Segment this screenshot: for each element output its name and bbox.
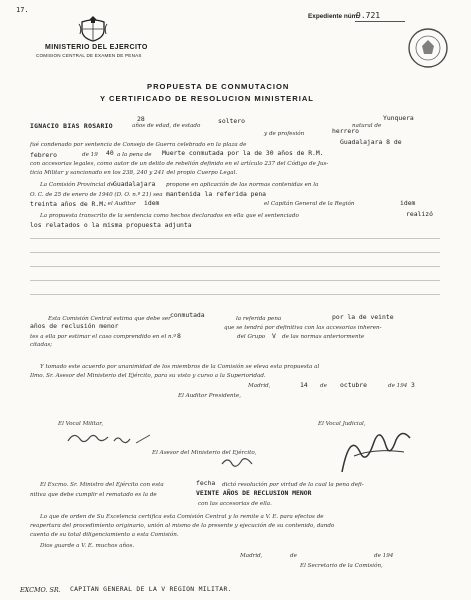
date-year: 3 xyxy=(411,381,415,389)
title-line-2: Y CERTIFICADO DE RESOLUCION MINISTERIAL xyxy=(100,94,314,103)
ministro-text: El Excmo. Sr. Ministro del Ejército con esta xyxy=(40,482,164,488)
line-sentence: fué condenado por sentencia de Consejo de Guerra celebrado en la plaza de xyxy=(30,142,247,148)
title-line-1: PROPUESTA DE CONMUTACION xyxy=(147,82,290,91)
caso-text: tes a ella por estimar el caso comprendido en el n.º xyxy=(30,334,177,340)
central-conmutada: conmutada xyxy=(170,311,205,319)
citadas-text: citadas; xyxy=(30,342,53,348)
profession-label: y de profesión xyxy=(264,131,305,137)
capitan-value: idem xyxy=(400,199,416,207)
central-text: Esta Comisión Central estima que debe ser xyxy=(48,316,171,322)
asesor-label: El Asesor del Ministerio del Ejército, xyxy=(152,450,257,456)
dotted-line-4 xyxy=(30,280,440,281)
mantenida-text: mantenida la referida pena xyxy=(166,190,267,198)
ministry-name: MINISTERIO DEL EJERCITO xyxy=(45,44,148,51)
ministro-fecha: fecha xyxy=(196,479,216,487)
date-day: 14 xyxy=(300,381,308,389)
relatados-line: los relatados o la misma propuesta adjunta xyxy=(30,221,192,229)
date-de-label: de xyxy=(320,383,327,389)
sentence-month: febrero xyxy=(30,151,57,159)
accesorias-text: con las accesorias de ella. xyxy=(198,501,272,507)
sentence-year: 40 xyxy=(106,149,114,157)
recipient-name: CAPITAN GENERAL DE LA V REGION MILITAR. xyxy=(70,585,232,593)
age-label: años de edad, de estado xyxy=(132,123,201,129)
person-age: 28 xyxy=(137,115,145,123)
line-codigo: ticia Militar y sancionado en los 238, 240 y 241 del propio Cuerpo Legal. xyxy=(30,170,238,176)
seal-stamp xyxy=(405,26,451,70)
vocal-militar-label: El Vocal Militar, xyxy=(58,421,104,427)
natural-label: natural de xyxy=(352,123,382,129)
resolucion-text: dictó resolución por virtud de la cual la pena defi- xyxy=(222,482,364,488)
date2-de-label: de xyxy=(290,553,297,559)
asesor-visto-line: Ilmo. Sr. Asesor del Ministerio del Ejército, para su visto y curso a la Superioridad. xyxy=(30,373,266,379)
sentence-place: Guadalajara 8 de xyxy=(340,138,402,146)
date2-year-label: de 194 xyxy=(374,553,394,559)
reclusion-menor: años de reclusión menor xyxy=(30,322,119,330)
capitan-label: el Capitán General de la Región xyxy=(264,201,355,207)
dotted-line-3 xyxy=(30,266,440,267)
presidente-label: El Auditor Presidente, xyxy=(178,393,241,399)
oc-text: O. C. de 25 de enero de 1940 (D. O. n.º 21) sea xyxy=(30,192,163,198)
reapertura-line: reapertura del procedimiento originario, unión al mismo de la presente y ejecución de su contenido, dando xyxy=(30,523,335,529)
date2-madrid-label: Madrid, xyxy=(240,553,263,559)
line-delito: con accesorias legales, como autor de un delito de rebelión definido en el artículo 237 del Código de Jus- xyxy=(30,161,329,167)
page-number: 17. xyxy=(16,6,29,14)
provincial-name: Guadalajara xyxy=(113,180,156,188)
person-name: IGNACIO BIAS ROSARIO xyxy=(30,122,113,130)
person-status: soltero xyxy=(218,117,245,125)
dotted-line-1 xyxy=(30,238,440,239)
definitiva-text: que se tendrá por definitiva con las accesorias inheren- xyxy=(224,325,382,331)
provincial-text: propone en aplicación de las normas contenidas en la xyxy=(166,182,319,188)
expediente-number: 9.721 xyxy=(356,11,381,20)
dotted-line-5 xyxy=(30,294,440,295)
signature-vocal-militar xyxy=(64,427,154,449)
vocal-judicial-label: El Vocal Judicial, xyxy=(318,421,366,427)
dotted-line-2 xyxy=(30,252,440,253)
signature-large xyxy=(334,422,420,476)
commission-name: COMISION CENTRAL DE EXAMEN DE PENAS xyxy=(36,53,142,58)
person-profession: herrero xyxy=(332,127,359,135)
signature-asesor xyxy=(218,454,258,470)
date-year-label: de 194 xyxy=(388,383,408,389)
nitiva-text: nitiva que debe cumplir el rematado es la de xyxy=(30,492,157,498)
recipient-label: EXCMO. SR. xyxy=(20,586,61,594)
orden-line: Lo que de orden de Su Excelencia certifica esta Comisión Central y lo remite a V. E. para efectos de xyxy=(40,514,324,520)
unanimidad-line: Y tomado este acuerdo por unanimidad de los miembros de la Comisión se eleva esta propuesta al xyxy=(40,364,320,370)
grupo-value: V xyxy=(272,332,276,340)
auditor-label: ; el Auditor xyxy=(104,201,136,207)
dios-guarde-line: Dios guarde a V. E. muchos años. xyxy=(40,543,135,549)
date-madrid-label: Madrid, xyxy=(248,383,271,389)
pena-label: a la pena de xyxy=(117,152,152,158)
caso-number: 8 xyxy=(177,332,181,340)
realizo-text: realizó xyxy=(406,210,433,218)
secretario-label: El Secretario de la Comisión, xyxy=(300,563,383,569)
sentence-year-label: de 19 xyxy=(82,152,98,158)
auditor-value: idem xyxy=(144,199,160,207)
cuenta-line: cuenta de su total diligenciamiento a esta Comisión. xyxy=(30,532,179,538)
coat-of-arms-icon xyxy=(78,14,108,42)
treinta-anos: treinta años de R.M. xyxy=(30,200,107,208)
central-veinte: por la de veinte xyxy=(332,313,394,321)
propuesta-line: La propuesta transcrito de la sentencia como hechos declarados en ella que el sentenciado xyxy=(40,213,299,219)
expediente-underline xyxy=(355,21,405,22)
pena-value: Muerte conmutada por la de 30 años de R.M. xyxy=(162,149,324,157)
normas-text: de las normas anteriormente xyxy=(282,334,365,340)
provincial-label: La Comisión Provincial de xyxy=(40,182,115,188)
central-referida: la referida pena xyxy=(236,316,282,322)
final-sentence: VEINTE AÑOS DE RECLUSION MENOR xyxy=(196,489,312,497)
person-origin: Yunquera xyxy=(383,114,414,122)
date-month: octubre xyxy=(340,381,367,389)
grupo-label: del Grupo xyxy=(237,334,266,340)
expediente-label: Expediente núm. xyxy=(308,13,360,20)
